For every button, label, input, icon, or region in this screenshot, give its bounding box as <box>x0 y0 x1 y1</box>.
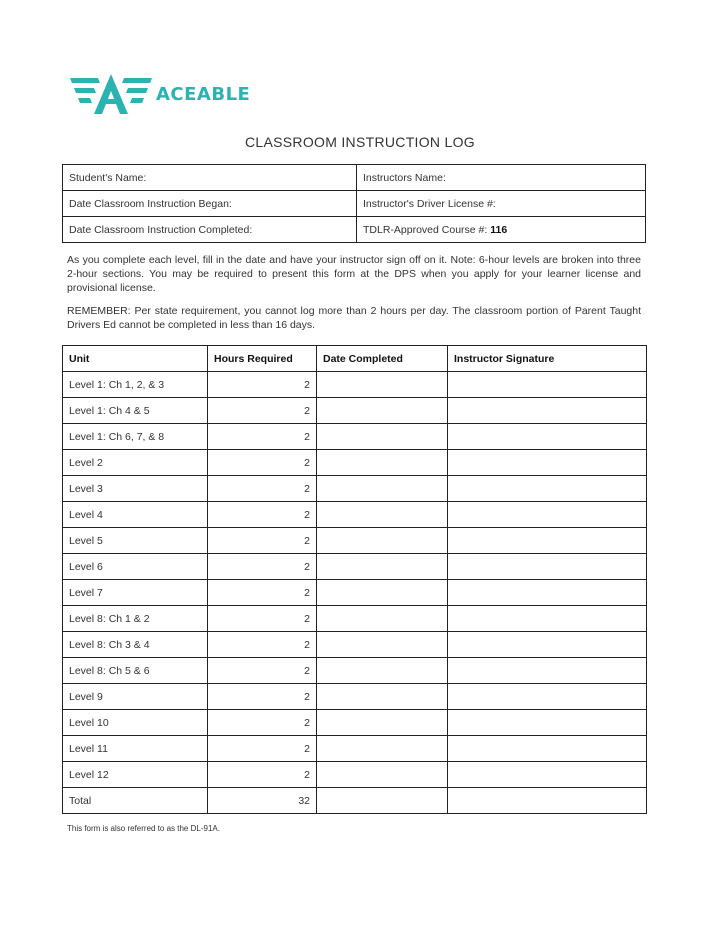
table-row <box>63 684 647 710</box>
unit-cell: Level 5 <box>63 528 208 554</box>
unit-cell: Level 3 <box>63 476 208 502</box>
instructors-name-field[interactable]: Instructors Name: <box>357 165 646 191</box>
unit-cell: Level 8: Ch 1 & 2 <box>63 606 208 632</box>
date-completed-cell[interactable] <box>317 554 448 580</box>
unit-cell: Level 1: Ch 4 & 5 <box>63 398 208 424</box>
instructor-signature-cell[interactable] <box>448 684 647 710</box>
hours-cell: 2 <box>208 450 317 476</box>
table-row <box>63 424 647 450</box>
total-row <box>63 788 647 814</box>
header-signature: Instructor Signature <box>448 346 647 372</box>
date-completed-cell[interactable] <box>317 424 448 450</box>
hours-cell: 2 <box>208 502 317 528</box>
unit-cell: Level 11 <box>63 736 208 762</box>
unit-cell: Level 6 <box>63 554 208 580</box>
hours-cell: 2 <box>208 762 317 788</box>
total-hours: 32 <box>208 788 317 814</box>
table-row <box>63 528 647 554</box>
hours-cell: 2 <box>208 710 317 736</box>
date-completed-cell[interactable] <box>317 372 448 398</box>
student-name-field[interactable]: Student's Name: <box>63 165 357 191</box>
instructor-signature-cell[interactable] <box>448 528 647 554</box>
driver-license-field[interactable]: Instructor's Driver License #: <box>357 191 646 217</box>
hours-cell: 2 <box>208 476 317 502</box>
table-row <box>63 580 647 606</box>
instructor-signature-cell[interactable] <box>448 554 647 580</box>
unit-cell: Level 7 <box>63 580 208 606</box>
table-row <box>63 450 647 476</box>
unit-cell: Level 8: Ch 5 & 6 <box>63 658 208 684</box>
table-row <box>63 476 647 502</box>
unit-cell: Level 8: Ch 3 & 4 <box>63 632 208 658</box>
table-row <box>63 554 647 580</box>
instructor-signature-cell[interactable] <box>448 502 647 528</box>
table-row <box>63 710 647 736</box>
total-label: Total <box>63 788 208 814</box>
date-completed-cell[interactable] <box>317 398 448 424</box>
instructor-signature-cell[interactable] <box>448 606 647 632</box>
hours-cell: 2 <box>208 398 317 424</box>
header-hours: Hours Required <box>208 346 317 372</box>
instructor-signature-cell[interactable] <box>448 632 647 658</box>
date-completed-cell[interactable] <box>317 450 448 476</box>
table-row <box>63 736 647 762</box>
footnote: This form is also referred to as the DL-91A. <box>67 824 220 833</box>
table-row <box>63 502 647 528</box>
table-row <box>63 372 647 398</box>
date-completed-cell[interactable] <box>317 684 448 710</box>
date-completed-cell[interactable] <box>317 580 448 606</box>
hours-cell: 2 <box>208 606 317 632</box>
aceable-logo-icon <box>70 72 152 116</box>
instructor-signature-cell[interactable] <box>448 658 647 684</box>
unit-cell: Level 1: Ch 1, 2, & 3 <box>63 372 208 398</box>
unit-cell: Level 1: Ch 6, 7, & 8 <box>63 424 208 450</box>
brand-name: ACEABLE <box>156 83 251 105</box>
date-completed-cell[interactable] <box>317 658 448 684</box>
table-row <box>63 658 647 684</box>
instructor-signature-cell[interactable] <box>448 710 647 736</box>
unit-cell: Level 10 <box>63 710 208 736</box>
instructor-signature-cell[interactable] <box>448 450 647 476</box>
instruction-log-table <box>62 345 647 814</box>
hours-cell: 2 <box>208 372 317 398</box>
unit-cell: Level 4 <box>63 502 208 528</box>
page-title: CLASSROOM INSTRUCTION LOG <box>245 134 475 150</box>
hours-cell: 2 <box>208 424 317 450</box>
table-row <box>63 632 647 658</box>
instructor-signature-cell[interactable] <box>448 398 647 424</box>
hours-cell: 2 <box>208 684 317 710</box>
header-date: Date Completed <box>317 346 448 372</box>
unit-cell: Level 9 <box>63 684 208 710</box>
table-header-row <box>63 346 647 372</box>
date-completed-cell[interactable] <box>317 502 448 528</box>
total-signature-cell <box>448 788 647 814</box>
date-completed-cell[interactable] <box>317 476 448 502</box>
instructor-signature-cell[interactable] <box>448 762 647 788</box>
instructor-signature-cell[interactable] <box>448 580 647 606</box>
course-number-field <box>357 217 646 243</box>
date-began-field[interactable]: Date Classroom Instruction Began: <box>63 191 357 217</box>
table-row <box>63 606 647 632</box>
hours-cell: 2 <box>208 658 317 684</box>
hours-cell: 2 <box>208 528 317 554</box>
instructor-signature-cell[interactable] <box>448 736 647 762</box>
student-info-table <box>62 164 646 243</box>
date-completed-cell[interactable] <box>317 762 448 788</box>
instructor-signature-cell[interactable] <box>448 372 647 398</box>
total-date-cell <box>317 788 448 814</box>
instructions-paragraph: As you complete each level, fill in the date and have your instructor sign off on it. Note: 6-hour levels are broken into three 2-hour sections. You may be required to present this form at the DPS when you apply for your learner license and provisional license. <box>67 254 641 294</box>
header-unit: Unit <box>63 346 208 372</box>
hours-cell: 2 <box>208 554 317 580</box>
aceable-logo <box>70 72 250 116</box>
date-completed-cell[interactable] <box>317 710 448 736</box>
instructor-signature-cell[interactable] <box>448 476 647 502</box>
hours-cell: 2 <box>208 580 317 606</box>
date-completed-cell[interactable] <box>317 632 448 658</box>
hours-cell: 2 <box>208 632 317 658</box>
date-completed-cell[interactable] <box>317 736 448 762</box>
course-label: TDLR-Approved Course #: <box>363 223 488 236</box>
instructor-signature-cell[interactable] <box>448 424 647 450</box>
course-number: 116 <box>490 223 508 236</box>
date-completed-cell[interactable] <box>317 606 448 632</box>
date-completed-field[interactable]: Date Classroom Instruction Completed: <box>63 217 357 243</box>
unit-cell: Level 2 <box>63 450 208 476</box>
date-completed-cell[interactable] <box>317 528 448 554</box>
table-row <box>63 762 647 788</box>
unit-cell: Level 12 <box>63 762 208 788</box>
hours-cell: 2 <box>208 736 317 762</box>
table-row <box>63 398 647 424</box>
reminder-paragraph: REMEMBER: Per state requirement, you cannot log more than 2 hours per day. The classroom portion of Parent Taught Drivers Ed cannot be completed in less than 16 days. <box>67 305 641 331</box>
